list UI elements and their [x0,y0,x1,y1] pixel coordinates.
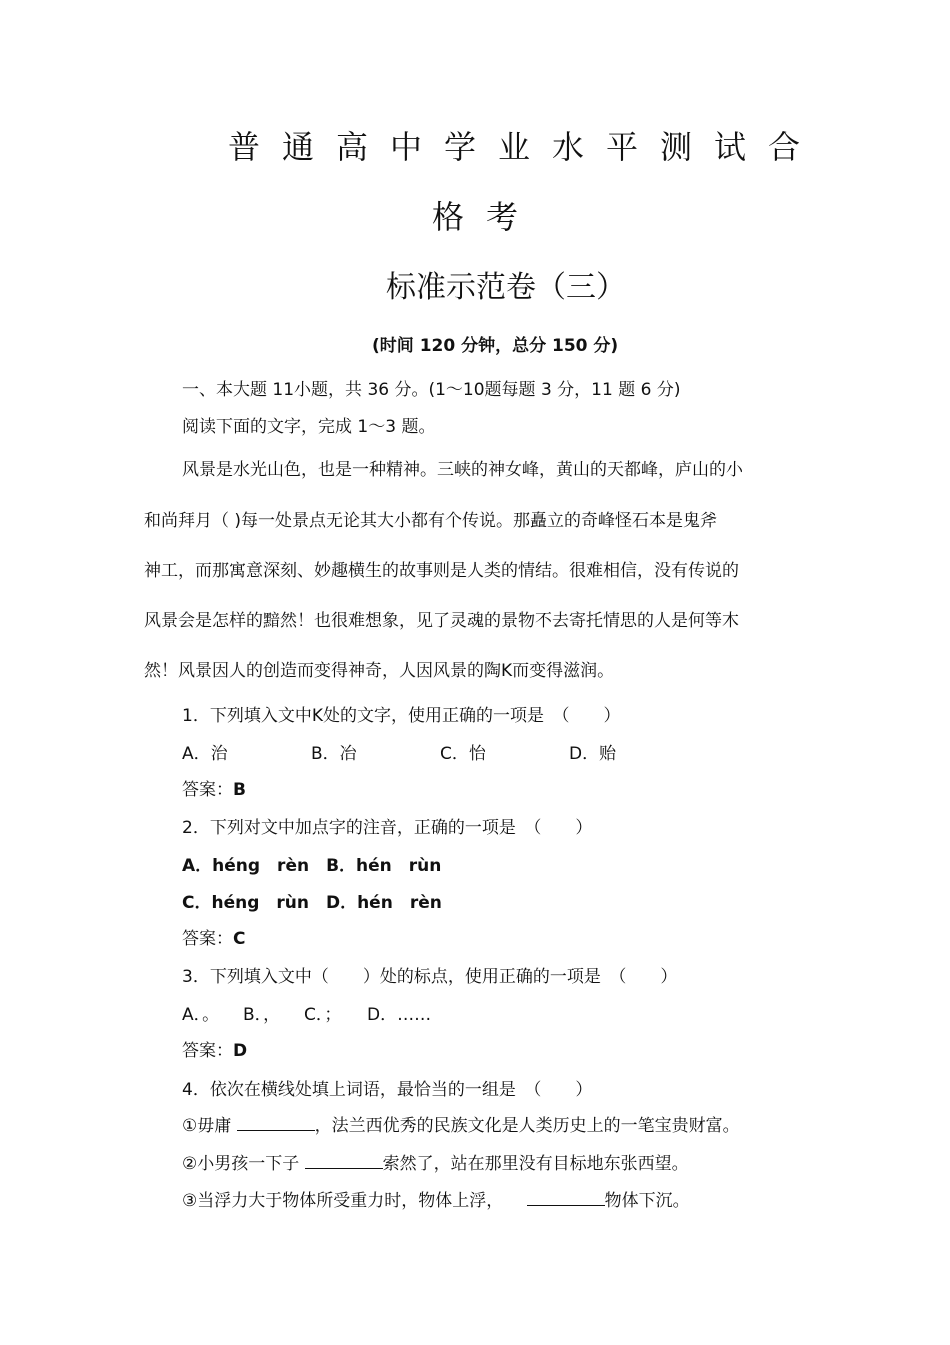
question-2-stem: 2．下列对文中加点字的注音，正确的一项是 （ ） [182,818,593,838]
item-suffix: 索然了，站在那里没有目标地东张西望。 [382,1154,689,1174]
question-1-option-b: B．冶 [311,744,357,764]
item-suffix: 物体下沉。 [604,1191,690,1211]
question-1-option-a: A．治 [182,744,228,764]
question-3-answer [182,1036,247,1061]
fill-blank [527,1191,605,1206]
question-4-stem: 4．依次在横线处填上词语，最恰当的一组是 （ ） [182,1080,593,1100]
passage-line-1: 风景是水光山色，也是一种精神。三峡的神女峰，黄山的天都峰，庐山的小 [182,460,743,480]
fill-blank [237,1116,315,1131]
answer-value: D [233,1041,248,1061]
page-subtitle: 标准示范卷（三） [386,270,626,305]
question-2-options-ab: A．héng rèn B．hén rùn [182,856,442,876]
answer-label: 答案： [182,780,233,800]
question-4-item-3 [182,1186,690,1211]
question-1-stem: 1．下列填入文中K处的文字，使用正确的一项是 （ ） [182,706,621,726]
answer-label: 答案： [182,1041,233,1061]
question-1-answer [182,775,246,800]
question-4-item-2 [182,1149,689,1174]
answer-label: 答案： [182,929,233,949]
question-3-option-c: C．； [304,1005,342,1025]
section-heading: 一、本大题 11小题，共 36 分。(1～10题每题 3 分，11 题 6 分) [182,380,681,400]
passage-line-2: 和尚拜月（ )每一处景点无论其大小都有个传说。那矗立的奇峰怪石本是鬼斧 [144,511,718,531]
question-2-options-cd: C．héng rùn D．hén rèn [182,893,442,913]
question-3-stem: 3．下列填入文中（ ）处的标点，使用正确的一项是 （ ） [182,967,678,987]
page-title-line1: 普通高中学业水平测试合 [228,128,823,166]
question-4-item-1 [182,1111,740,1136]
exam-meta: (时间 120 分钟，总分 150 分) [372,336,619,356]
question-3-option-a: A．。 [182,1005,220,1025]
question-2-answer [182,924,245,949]
passage-line-3: 神工，而那寓意深刻、妙趣横生的故事则是人类的情结。很难相信，没有传说的 [144,561,739,581]
answer-value: B [233,780,246,800]
item-prefix: ③当浮力大于物体所受重力时，物体上浮， [182,1191,504,1211]
question-1-option-c: C．怡 [440,744,486,764]
answer-value: C [233,929,246,949]
item-suffix: ，法兰西优秀的民族文化是人类历史上的一笔宝贵财富。 [314,1116,740,1136]
passage-line-5: 然！风景因人的创造而变得神奇，人因风景的陶K而变得滋润。 [144,661,615,681]
page-title-line2: 格考 [432,198,541,236]
passage-line-4: 风景会是怎样的黯然！也很难想象，见了灵魂的景物不去寄托情思的人是何等木 [144,611,739,631]
question-1-option-d: D．贻 [569,744,617,764]
question-3-option-b: B．， [243,1005,281,1025]
reading-instruction: 阅读下面的文字，完成 1～3 题。 [182,417,436,437]
item-prefix: ②小男孩一下子 [182,1154,300,1174]
item-prefix: ①毋庸 [182,1116,232,1136]
fill-blank [305,1154,383,1169]
question-3-option-d: D．…… [367,1005,432,1025]
